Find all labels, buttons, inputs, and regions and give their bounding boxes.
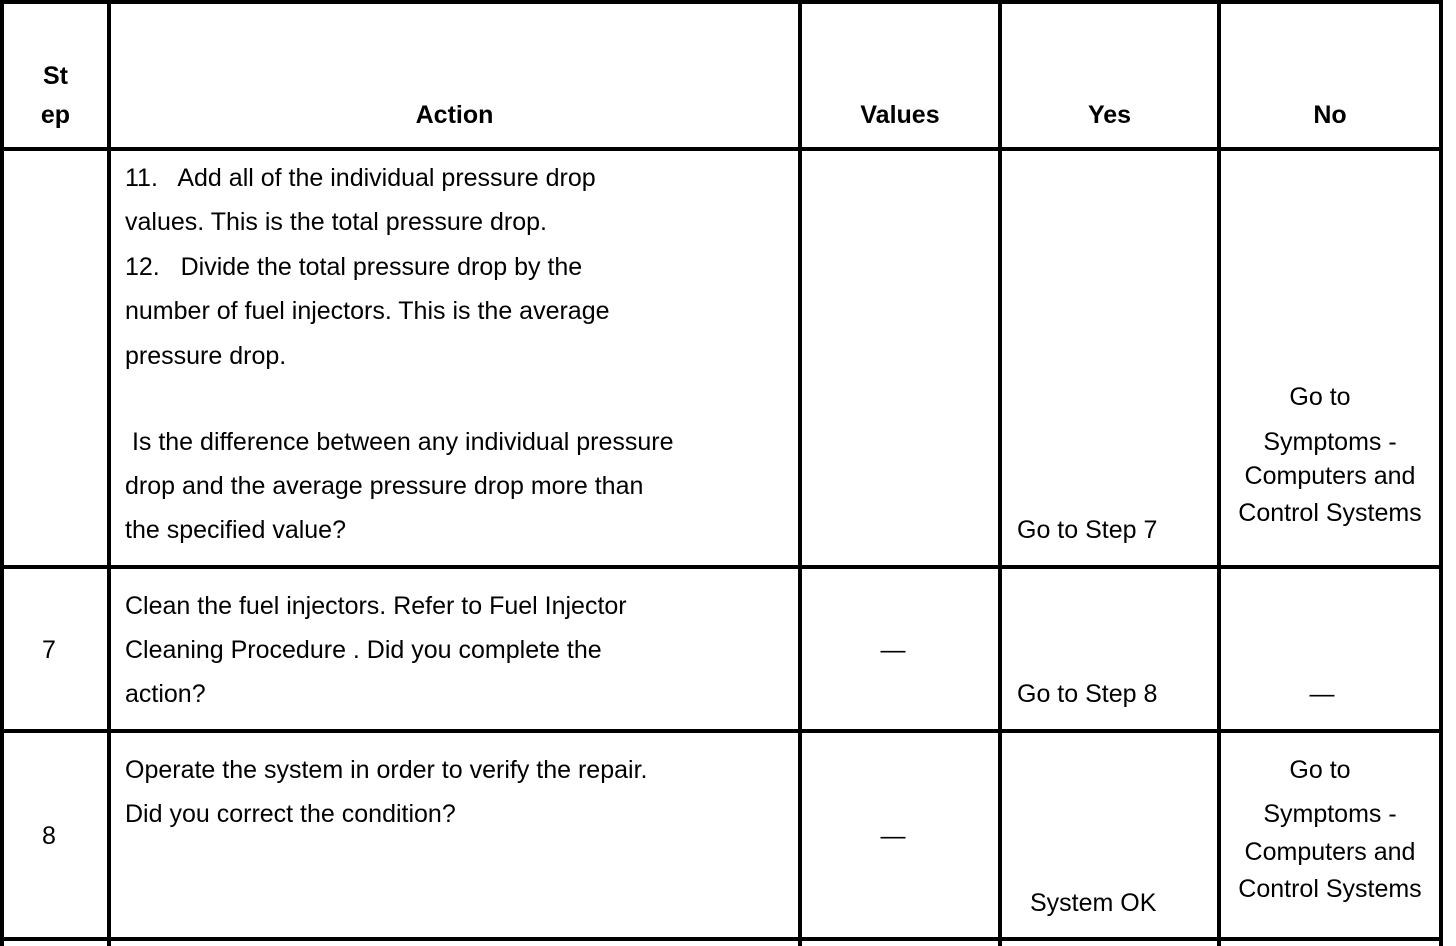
no-cell-line: Symptoms - [1263, 800, 1397, 828]
col-rule-right [1439, 0, 1443, 946]
row-rule-2 [0, 729, 1443, 733]
no-cell: — [1309, 680, 1335, 708]
action-line: pressure drop. [125, 342, 287, 370]
values-cell: — [880, 822, 906, 850]
no-cell-line: Computers and [1244, 838, 1416, 866]
no-cell-line: Control Systems [1238, 499, 1422, 527]
no-cell-line: Symptoms - [1263, 428, 1397, 456]
values-cell: — [880, 636, 906, 664]
col-rule-left [0, 0, 4, 946]
header-step-line2: ep [40, 101, 71, 129]
no-cell-line: Computers and [1244, 462, 1416, 490]
row-rule-bottom [0, 937, 1443, 941]
no-cell-line: Control Systems [1238, 875, 1422, 903]
header-no: No [1313, 101, 1347, 129]
yes-cell: System OK [1030, 889, 1157, 917]
col-rule-values [998, 0, 1002, 946]
row-rule-header [0, 147, 1443, 151]
header-step-line1: St [43, 62, 68, 90]
row-rule-1 [0, 565, 1443, 569]
no-cell-line: Go to [1289, 756, 1351, 784]
action-line: Did you correct the condition? [125, 800, 456, 828]
header-values: Values [860, 101, 940, 129]
col-rule-action [798, 0, 802, 946]
action-line: number of fuel injectors. This is the average [125, 297, 610, 325]
row-rule-top [0, 0, 1443, 4]
question-line: Is the difference between any individual pressure [125, 428, 674, 456]
yes-cell: Go to Step 7 [1017, 516, 1158, 544]
action-line: Clean the fuel injectors. Refer to Fuel Injector [125, 592, 627, 620]
action-line: 12. Divide the total pressure drop by the [125, 253, 583, 281]
header-yes: Yes [1087, 101, 1132, 129]
no-cell-line: Go to [1289, 383, 1351, 411]
question-line: drop and the average pressure drop more than [125, 472, 644, 500]
action-line: values. This is the total pressure drop. [125, 208, 547, 236]
action-line: action? [125, 680, 206, 708]
action-line: Cleaning Procedure . Did you complete the [125, 636, 602, 664]
header-action: Action [415, 101, 494, 129]
action-line: Operate the system in order to verify the repair. [125, 756, 648, 784]
col-rule-step [107, 0, 111, 946]
action-line: 11. Add all of the individual pressure drop [125, 164, 596, 192]
step-number: 8 [42, 822, 56, 850]
yes-cell: Go to Step 8 [1017, 680, 1158, 708]
step-number: 7 [42, 636, 56, 664]
question-line: the specified value? [125, 516, 346, 544]
